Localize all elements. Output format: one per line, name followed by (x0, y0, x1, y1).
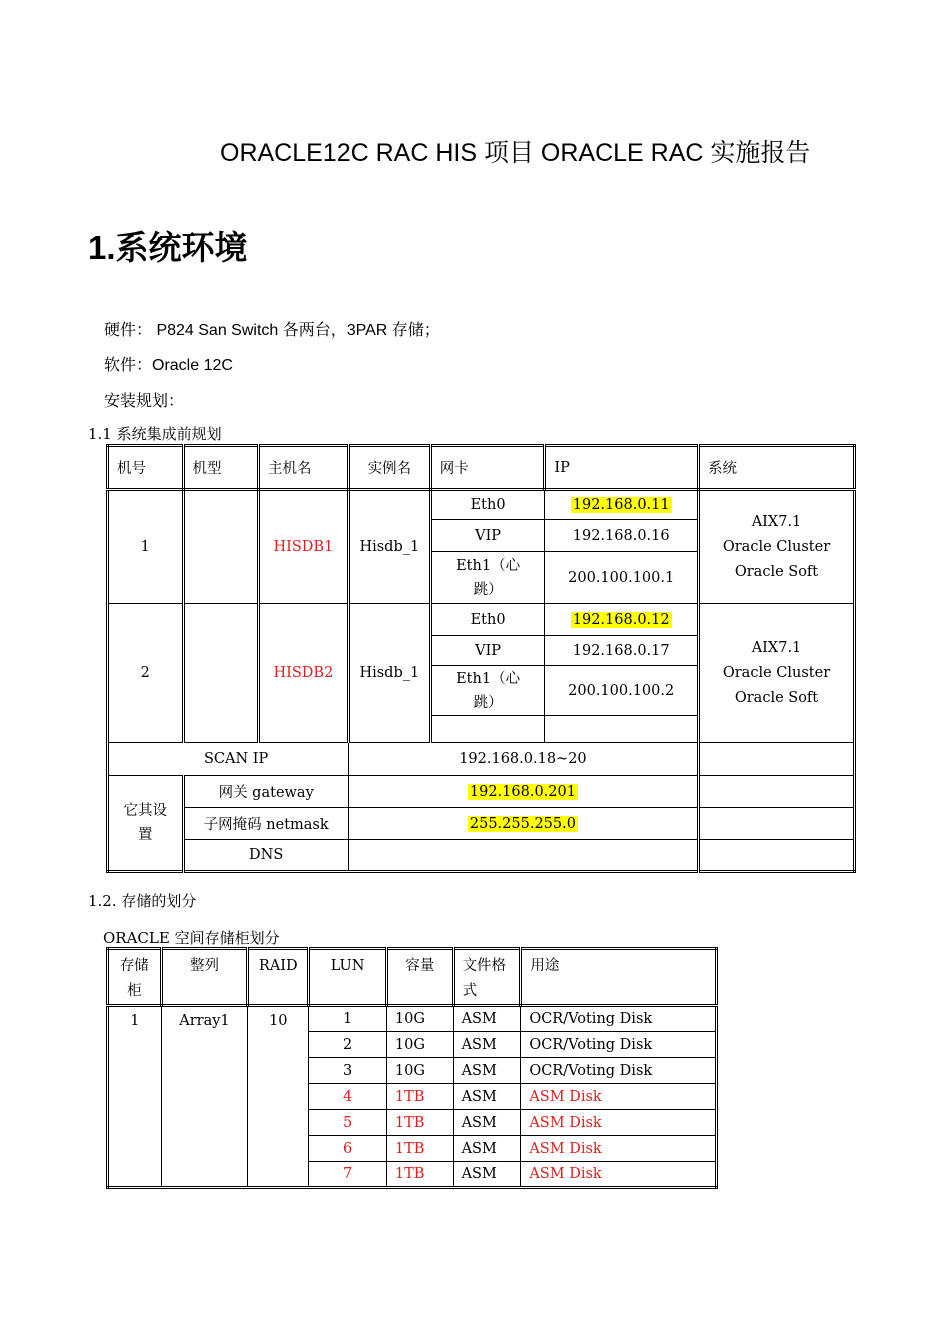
ip-address-highlighted: 192.168.0.12 (572, 611, 670, 628)
table-row (108, 743, 855, 776)
netmask-value: 255.255.255.0 (469, 815, 576, 832)
size-cell: 1TB (386, 1110, 453, 1136)
table-row (108, 1006, 717, 1032)
format-cell: ASM (453, 1162, 521, 1188)
other-settings-label: 它其设置 (108, 776, 184, 872)
header-cell: 容量 (386, 949, 453, 1006)
header-cell: 机号 (108, 446, 184, 490)
storage-table (106, 947, 718, 1189)
format-cell: ASM (453, 1084, 521, 1110)
dns-label: DNS (183, 840, 348, 872)
ip-address: 192.168.0.16 (545, 520, 699, 552)
header-cell: 主机名 (258, 446, 348, 490)
storage-caption: ORACLE 空间存储柜划分 (103, 929, 280, 947)
gateway-value: 192.168.0.201 (469, 783, 576, 800)
format-cell: ASM (453, 1136, 521, 1162)
os-line: AIX7.1 (751, 639, 802, 656)
nic-name (430, 716, 545, 743)
scan-ip-label: SCAN IP (108, 743, 349, 776)
ip-address: 200.100.100.2 (545, 666, 699, 716)
table-row (108, 776, 855, 808)
table-header-row (108, 949, 717, 1006)
gateway-label: 网关 gateway (183, 776, 348, 808)
subsection-1-2: 1.2. 存储的划分 (88, 892, 197, 910)
size-cell: 10G (386, 1058, 453, 1084)
header-cell: RAID (248, 949, 309, 1006)
nic-name: VIP (430, 636, 545, 666)
os-line: Oracle Soft (734, 563, 819, 580)
instance-name: Hisdb_1 (348, 490, 430, 604)
lun-cell: 7 (309, 1162, 387, 1188)
table-row (108, 604, 855, 636)
empty-cell (699, 840, 855, 872)
section-heading: 1.系统环境 (88, 229, 248, 266)
network-plan-table (106, 444, 856, 873)
scan-ip-value: 192.168.0.18~20 (348, 743, 698, 776)
format-cell: ASM (453, 1006, 521, 1032)
table-row (108, 840, 855, 872)
table-row (108, 808, 855, 840)
size-cell: 10G (386, 1032, 453, 1058)
install-plan-line: 安装规划： (104, 393, 185, 410)
host-number: 1 (108, 490, 184, 604)
usage-cell: ASM Disk (521, 1084, 717, 1110)
os-line: Oracle Soft (734, 689, 819, 706)
nic-name: Eth1（心跳） (430, 666, 545, 716)
lun-cell: 1 (309, 1006, 387, 1032)
cabinet-cell: 1 (108, 1006, 162, 1188)
usage-cell: ASM Disk (521, 1110, 717, 1136)
nic-name: VIP (430, 520, 545, 552)
format-cell: ASM (453, 1110, 521, 1136)
ip-address-highlighted: 192.168.0.11 (572, 497, 670, 513)
table-row (108, 490, 855, 520)
header-cell: 存储柜 (108, 949, 162, 1006)
host-name: HISDB1 (258, 490, 348, 604)
usage-cell: OCR/Voting Disk (521, 1058, 717, 1084)
host-model (183, 490, 258, 604)
header-cell: 网卡 (430, 446, 545, 490)
size-cell: 1TB (386, 1084, 453, 1110)
format-cell: ASM (453, 1032, 521, 1058)
lun-cell: 4 (309, 1084, 387, 1110)
nic-name: Eth0 (430, 604, 545, 636)
netmask-label: 子网掩码 netmask (183, 808, 348, 840)
os-line: Oracle Cluster (722, 538, 831, 555)
document-title: ORACLE12C RAC HIS 项目 ORACLE RAC 实施报告 (220, 139, 811, 167)
header-cell: 文件格式 (453, 949, 521, 1006)
format-cell: ASM (453, 1058, 521, 1084)
size-cell: 1TB (386, 1136, 453, 1162)
header-cell: 实例名 (348, 446, 430, 490)
empty-cell (699, 776, 855, 808)
usage-cell: ASM Disk (521, 1136, 717, 1162)
header-cell: 用途 (521, 949, 717, 1006)
ip-address (545, 716, 699, 743)
usage-cell: OCR/Voting Disk (521, 1032, 717, 1058)
header-cell: 机型 (183, 446, 258, 490)
hardware-line: 硬件： P824 San Switch 各两台，3PAR 存储； (104, 322, 440, 339)
nic-name: Eth0 (430, 490, 545, 520)
software-line: 软件：Oracle 12C (104, 357, 233, 374)
empty-cell (699, 808, 855, 840)
raid-cell: 10 (248, 1006, 309, 1188)
host-model (183, 604, 258, 743)
usage-cell: ASM Disk (521, 1162, 717, 1188)
ip-address: 200.100.100.1 (545, 552, 699, 604)
os-cell (699, 604, 855, 743)
os-line: Oracle Cluster (722, 664, 831, 681)
table-header-row (108, 446, 855, 490)
subsection-1-1: 1.1 系统集成前规划 (88, 425, 222, 443)
lun-cell: 2 (309, 1032, 387, 1058)
size-cell: 10G (386, 1006, 453, 1032)
lun-cell: 6 (309, 1136, 387, 1162)
header-cell: IP (545, 446, 699, 490)
host-name: HISDB2 (258, 604, 348, 743)
array-cell: Array1 (161, 1006, 248, 1188)
header-cell: 整列 (161, 949, 248, 1006)
usage-cell: OCR/Voting Disk (521, 1006, 717, 1032)
ip-address: 192.168.0.17 (545, 636, 699, 666)
os-cell (699, 490, 855, 604)
os-line: AIX7.1 (751, 513, 802, 530)
size-cell: 1TB (386, 1162, 453, 1188)
empty-cell (699, 743, 855, 776)
nic-name: Eth1（心跳） (430, 552, 545, 604)
lun-cell: 3 (309, 1058, 387, 1084)
dns-value (348, 840, 698, 872)
header-cell: LUN (309, 949, 387, 1006)
lun-cell: 5 (309, 1110, 387, 1136)
host-number: 2 (108, 604, 184, 743)
header-cell: 系统 (699, 446, 855, 490)
instance-name: Hisdb_1 (348, 604, 430, 743)
